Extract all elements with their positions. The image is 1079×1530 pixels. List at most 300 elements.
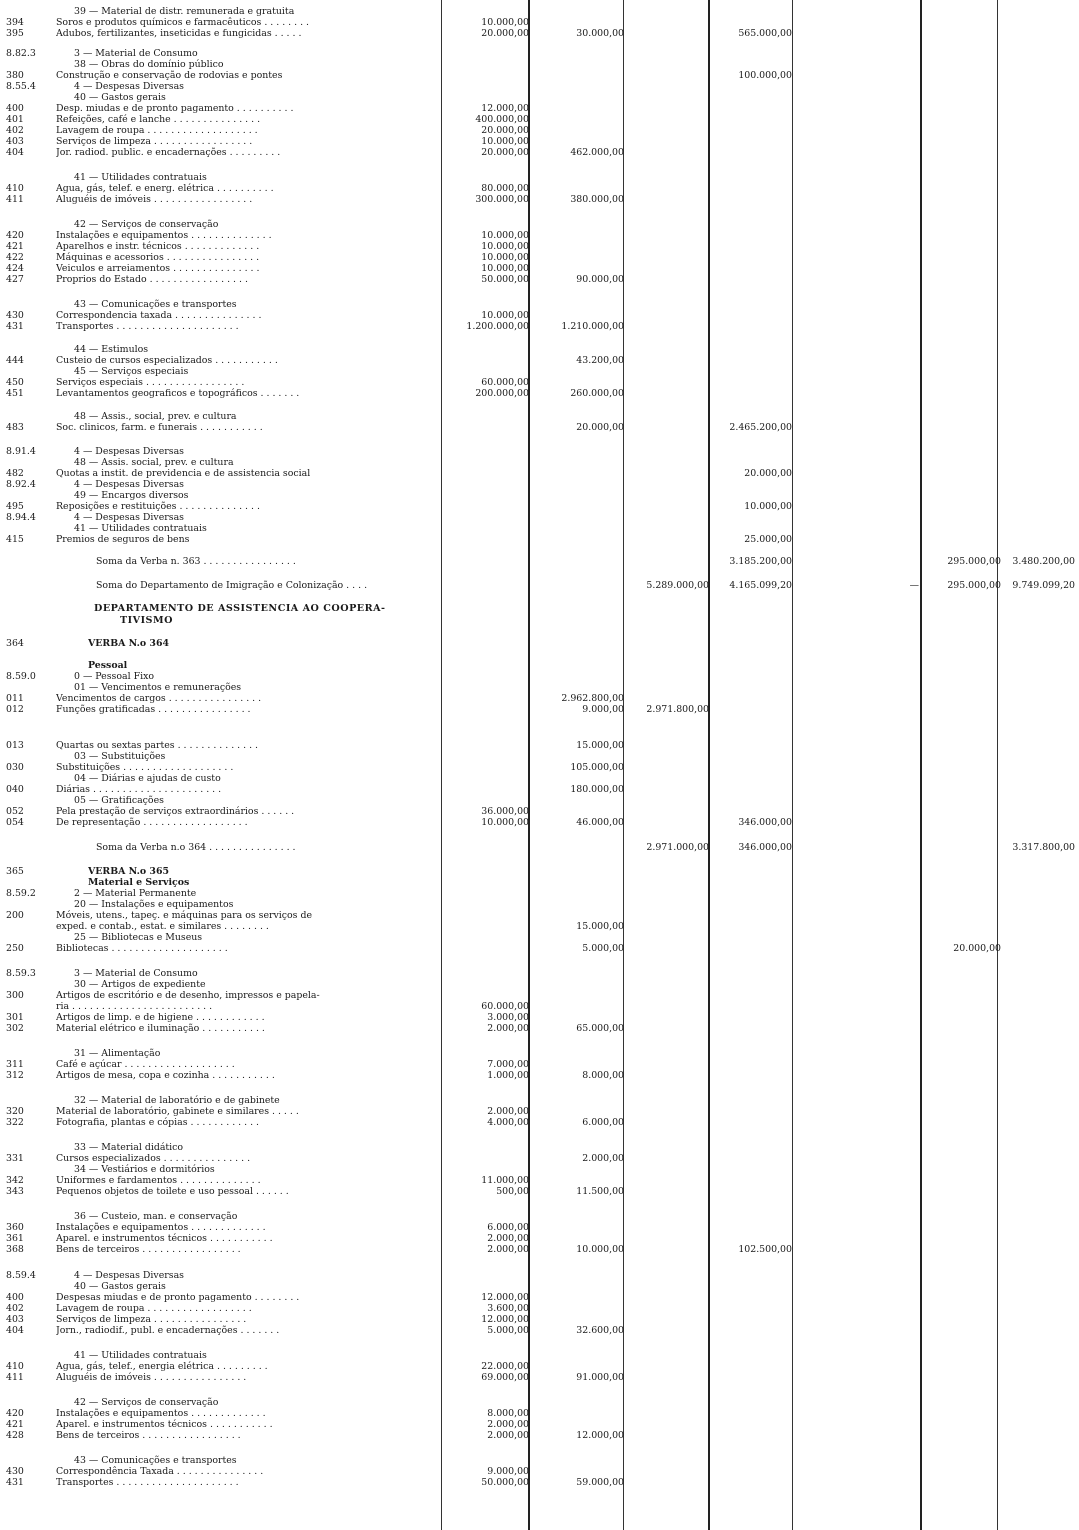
amount-v5: — — [909, 580, 919, 591]
amount-v1: 1.000,00 — [487, 1070, 529, 1081]
item-description: exped. e contab., estat. e similares . . . . . . . . — [56, 921, 269, 932]
item-code: 8.59.4 — [6, 1270, 36, 1281]
item-description: 42 — Serviços de conservação — [74, 219, 219, 230]
item-code: 420 — [6, 230, 24, 241]
item-code: 360 — [6, 1222, 24, 1233]
item-description: Substituições . . . . . . . . . . . . . . . . . . . — [56, 762, 234, 773]
item-code: 430 — [6, 310, 24, 321]
item-description: Despesas miudas e de pronto pagamento . . . . . . . . — [56, 1292, 300, 1303]
item-description: Máquinas e acessorios . . . . . . . . . . . . . . . . — [56, 252, 260, 263]
amount-v1: 20.000,00 — [481, 147, 529, 158]
amount-v2: 12.000,00 — [576, 1430, 624, 1441]
budget-row — [0, 241, 1079, 252]
amount-v1: 2.000,00 — [487, 1430, 529, 1441]
item-code: 410 — [6, 1361, 24, 1372]
item-description: Veiculos e arreiamentos . . . . . . . . . . . . . . . — [56, 263, 260, 274]
item-code: 250 — [6, 943, 24, 954]
budget-row — [0, 114, 1079, 125]
item-code: 428 — [6, 1430, 24, 1441]
item-code: 012 — [6, 704, 24, 715]
amount-v1: 12.000,00 — [481, 103, 529, 114]
budget-row — [0, 1106, 1079, 1117]
budget-row — [0, 1222, 1079, 1233]
budget-row — [0, 682, 1079, 693]
item-description: Aparel. e instrumentos técnicos . . . . . . . . . . . — [56, 1233, 273, 1244]
amount-v2: 59.000,00 — [576, 1477, 624, 1488]
budget-row — [0, 479, 1079, 490]
item-code: 427 — [6, 274, 24, 285]
item-description: 05 — Gratificações — [74, 795, 164, 806]
amount-v1: 1.200.000,00 — [466, 321, 529, 332]
item-description: 40 — Gastos gerais — [74, 1281, 166, 1292]
amount-v1: 20.000,00 — [481, 125, 529, 136]
amount-v1: 10.000,00 — [481, 252, 529, 263]
budget-row — [0, 866, 1079, 877]
amount-v6: 295.000,00 — [947, 556, 1001, 567]
item-description: 41 — Utilidades contratuais — [74, 172, 207, 183]
budget-row — [0, 501, 1079, 512]
item-description: Aluguéis de imóveis . . . . . . . . . . . . . . . . . — [56, 194, 253, 205]
item-description: 0 — Pessoal Fixo — [74, 671, 155, 682]
budget-row — [0, 1303, 1079, 1314]
department-heading: DEPARTAMENTO DE ASSISTENCIA AO COOPERA- — [94, 603, 386, 614]
budget-row — [0, 1070, 1079, 1081]
amount-v1: 10.000,00 — [481, 310, 529, 321]
item-description: Artigos de mesa, copa e cozinha . . . . . . . . . . . — [56, 1070, 275, 1081]
item-description: 34 — Vestiários e dormitórios — [74, 1164, 215, 1175]
budget-row — [0, 252, 1079, 263]
amount-v1: 10.000,00 — [481, 263, 529, 274]
amount-v1: 200.000,00 — [475, 388, 529, 399]
amount-v2: 260.000,00 — [570, 388, 624, 399]
amount-v7: 3.480.200,00 — [1012, 556, 1075, 567]
item-code: 030 — [6, 762, 24, 773]
amount-v2: 11.500,00 — [576, 1186, 624, 1197]
amount-v1: 60.000,00 — [481, 1001, 529, 1012]
amount-v2: 2.962.800,00 — [561, 693, 624, 704]
item-description: Quartas ou sextas partes . . . . . . . . . . . . . . — [56, 740, 259, 751]
budget-row — [0, 773, 1079, 784]
item-code: 482 — [6, 468, 24, 479]
item-code: 450 — [6, 377, 24, 388]
budget-row — [0, 1281, 1079, 1292]
item-code: 8.92.4 — [6, 479, 36, 490]
item-description: Custeio de cursos especializados . . . . . . . . . . . — [56, 355, 278, 366]
item-description: Móveis, utens., tapeç. e máquinas para os serviços de — [56, 910, 313, 921]
budget-row — [0, 6, 1079, 17]
amount-v1: 2.000,00 — [487, 1106, 529, 1117]
item-description: 4 — Despesas Diversas — [74, 446, 184, 457]
item-description: Jorn., radiodif., publ. e encadernações . . . . . . . — [56, 1325, 280, 1336]
item-description: 31 — Alimentação — [74, 1048, 161, 1059]
amount-v1: 300.000,00 — [475, 194, 529, 205]
amount-v1: 2.000,00 — [487, 1023, 529, 1034]
amount-v1: 50.000,00 — [481, 274, 529, 285]
amount-v1: 500,00 — [496, 1186, 529, 1197]
budget-row — [0, 1186, 1079, 1197]
item-description: 3 — Material de Consumo — [74, 968, 198, 979]
budget-row — [0, 468, 1079, 479]
item-code: 013 — [6, 740, 24, 751]
item-code: 364 — [6, 638, 24, 649]
budget-row — [0, 366, 1079, 377]
item-description: Pequenos objetos de toilete e uso pessoal . . . . . . — [56, 1186, 289, 1197]
item-description: Desp. miudas e de pronto pagamento . . . . . . . . . . — [56, 103, 294, 114]
item-description: 4 — Despesas Diversas — [74, 81, 184, 92]
amount-v2: 15.000,00 — [576, 740, 624, 751]
amount-v4: 10.000,00 — [744, 501, 792, 512]
item-description: Uniformes e fardamentos . . . . . . . . . . . . . . — [56, 1175, 261, 1186]
amount-v1: 4.000,00 — [487, 1117, 529, 1128]
item-code: 411 — [6, 1372, 24, 1383]
budget-row — [0, 1175, 1079, 1186]
item-code: 415 — [6, 534, 24, 545]
item-description: 03 — Substituições — [74, 751, 166, 762]
item-code: 342 — [6, 1175, 24, 1186]
item-description: 41 — Utilidades contratuais — [74, 1350, 207, 1361]
item-description: Premios de seguros de bens — [56, 534, 190, 545]
item-code: 361 — [6, 1233, 24, 1244]
item-code: 403 — [6, 1314, 24, 1325]
item-code: 302 — [6, 1023, 24, 1034]
item-code: 401 — [6, 114, 24, 125]
amount-v1: 6.000,00 — [487, 1222, 529, 1233]
amount-v1: 3.000,00 — [487, 1012, 529, 1023]
budget-row — [0, 103, 1079, 114]
budget-row — [0, 512, 1079, 523]
amount-v2: 32.600,00 — [576, 1325, 624, 1336]
item-description: Correspondencia taxada . . . . . . . . . . . . . . . — [56, 310, 262, 321]
budget-row — [0, 877, 1079, 888]
item-description: Material elétrico e iluminação . . . . . . . . . . . — [56, 1023, 265, 1034]
budget-row — [0, 660, 1079, 671]
item-description: 49 — Encargos diversos — [74, 490, 189, 501]
budget-row — [0, 704, 1079, 715]
item-description: Jor. radiod. public. e encadernações . . . . . . . . . — [56, 147, 281, 158]
budget-row — [0, 1059, 1079, 1070]
amount-v1: 8.000,00 — [487, 1408, 529, 1419]
item-code: 420 — [6, 1408, 24, 1419]
item-code: 402 — [6, 125, 24, 136]
item-code: 444 — [6, 355, 24, 366]
item-description: 4 — Despesas Diversas — [74, 479, 184, 490]
item-description: 01 — Vencimentos e remunerações — [74, 682, 242, 693]
item-code: 411 — [6, 194, 24, 205]
item-description: VERBA N.o 364 — [88, 638, 169, 649]
budget-row — [0, 219, 1079, 230]
item-description: Aparel. e instrumentos técnicos . . . . . . . . . . . — [56, 1419, 273, 1430]
item-description: Construção e conservação de rodovias e pontes — [56, 70, 283, 81]
item-description: 40 — Gastos gerais — [74, 92, 166, 103]
item-code: 421 — [6, 241, 24, 252]
budget-row — [0, 1314, 1079, 1325]
item-code: 380 — [6, 70, 24, 81]
budget-row — [0, 263, 1079, 274]
item-code: 343 — [6, 1186, 24, 1197]
item-description: 30 — Artigos de expediente — [74, 979, 206, 990]
item-description: 20 — Instalações e equipamentos — [74, 899, 234, 910]
budget-row — [0, 1153, 1079, 1164]
item-description: Bens de terceiros . . . . . . . . . . . . . . . . . — [56, 1244, 241, 1255]
item-code: 300 — [6, 990, 24, 1001]
item-description: 3 — Material de Consumo — [74, 48, 198, 59]
amount-v4: 3.185.200,00 — [729, 556, 792, 567]
amount-v7: 9.749.099,20 — [1012, 580, 1075, 591]
item-description: Quotas a instit. de previdencia e de assistencia social — [56, 468, 311, 479]
budget-row — [0, 1372, 1079, 1383]
amount-v4: 102.500,00 — [738, 1244, 792, 1255]
amount-v1: 22.000,00 — [481, 1361, 529, 1372]
item-code: 311 — [6, 1059, 24, 1070]
budget-row — [0, 979, 1079, 990]
amount-v1: 2.000,00 — [487, 1233, 529, 1244]
item-code: 421 — [6, 1419, 24, 1430]
amount-v1: 2.000,00 — [487, 1244, 529, 1255]
amount-v2: 462.000,00 — [570, 147, 624, 158]
budget-row — [0, 230, 1079, 241]
item-description: Instalações e equipamentos . . . . . . . . . . . . . — [56, 1222, 266, 1233]
budget-row — [0, 1350, 1079, 1361]
budget-row — [0, 1023, 1079, 1034]
item-description: Transportes . . . . . . . . . . . . . . . . . . . . . — [56, 1477, 239, 1488]
budget-row — [0, 817, 1079, 828]
amount-v6: 20.000,00 — [953, 943, 1001, 954]
item-code: 052 — [6, 806, 24, 817]
item-description: Levantamentos geograficos e topográficos . . . . . . . — [56, 388, 300, 399]
amount-v2: 380.000,00 — [570, 194, 624, 205]
item-code: 200 — [6, 910, 24, 921]
budget-row — [0, 1211, 1079, 1222]
budget-row — [0, 28, 1079, 39]
item-description: 43 — Comunicações e transportes — [74, 299, 237, 310]
budget-row — [0, 1292, 1079, 1303]
item-code: 301 — [6, 1012, 24, 1023]
amount-v1: 69.000,00 — [481, 1372, 529, 1383]
budget-row — [0, 842, 1079, 853]
amount-v4: 565.000,00 — [738, 28, 792, 39]
item-description: Soc. clinicos, farm. e funerais . . . . . . . . . . . — [56, 422, 263, 433]
amount-v1: 10.000,00 — [481, 230, 529, 241]
item-description: Funções gratificadas . . . . . . . . . . . . . . . . — [56, 704, 251, 715]
item-description: 32 — Material de laboratório e de gabinete — [74, 1095, 280, 1106]
item-description: 38 — Obras do domínio público — [74, 59, 224, 70]
item-code: 400 — [6, 103, 24, 114]
amount-v1: 10.000,00 — [481, 241, 529, 252]
budget-row — [0, 274, 1079, 285]
budget-row — [0, 17, 1079, 28]
item-description: Diárias . . . . . . . . . . . . . . . . . . . . . . — [56, 784, 222, 795]
item-code: 404 — [6, 147, 24, 158]
budget-row — [0, 1455, 1079, 1466]
department-heading-cont: TIVISMO — [120, 615, 173, 626]
item-description: Pessoal — [88, 660, 128, 671]
amount-v2: 180.000,00 — [570, 784, 624, 795]
item-code: 451 — [6, 388, 24, 399]
amount-v2: 90.000,00 — [576, 274, 624, 285]
item-description: Artigos de limp. e de higiene . . . . . . . . . . . . — [56, 1012, 265, 1023]
budget-row — [0, 70, 1079, 81]
budget-row — [0, 310, 1079, 321]
budget-row — [0, 172, 1079, 183]
amount-v4: 100.000,00 — [738, 70, 792, 81]
budget-row — [0, 1142, 1079, 1153]
item-description: Café e açúcar . . . . . . . . . . . . . . . . . . . — [56, 1059, 235, 1070]
item-code: 400 — [6, 1292, 24, 1303]
item-description: Soma da Verba n. 363 . . . . . . . . . . . . . . . . — [96, 556, 296, 567]
budget-row — [0, 1001, 1079, 1012]
budget-row — [0, 534, 1079, 545]
budget-row — [0, 580, 1079, 591]
item-description: 45 — Serviços especiais — [74, 366, 189, 377]
budget-row — [0, 1325, 1079, 1336]
item-description: Serviços especiais . . . . . . . . . . . . . . . . . — [56, 377, 245, 388]
budget-row — [0, 422, 1079, 433]
amount-v2: 91.000,00 — [576, 1372, 624, 1383]
budget-row — [0, 1361, 1079, 1372]
budget-row — [0, 388, 1079, 399]
budget-row — [0, 1270, 1079, 1281]
item-description: VERBA N.o 365 — [88, 866, 169, 877]
budget-row — [0, 740, 1079, 751]
budget-row — [0, 921, 1079, 932]
item-description: 48 — Assis. social, prev. e cultura — [74, 457, 234, 468]
budget-row — [0, 762, 1079, 773]
item-description: ria . . . . . . . . . . . . . . . . . . . . . . . . — [56, 1001, 213, 1012]
amount-v2: 1.210.000,00 — [561, 321, 624, 332]
item-description: 36 — Custeio, man. e conservação — [74, 1211, 238, 1222]
item-description: Refeições, café e lanche . . . . . . . . . . . . . . . — [56, 114, 261, 125]
item-description: Adubos, fertilizantes, inseticidas e fungicidas . . . . . — [56, 28, 302, 39]
budget-row — [0, 446, 1079, 457]
item-description: Proprios do Estado . . . . . . . . . . . . . . . . . — [56, 274, 248, 285]
budget-row — [0, 48, 1079, 59]
budget-row — [0, 1095, 1079, 1106]
amount-v4: 346.000,00 — [738, 817, 792, 828]
item-code: 365 — [6, 866, 24, 877]
item-description: Lavagem de roupa . . . . . . . . . . . . . . . . . . — [56, 1303, 252, 1314]
item-code: 402 — [6, 1303, 24, 1314]
amount-v2: 6.000,00 — [582, 1117, 624, 1128]
budget-row — [0, 943, 1079, 954]
amount-v2: 9.000,00 — [582, 704, 624, 715]
budget-row — [0, 183, 1079, 194]
amount-v3: 5.289.000,00 — [646, 580, 709, 591]
amount-v1: 10.000,00 — [481, 817, 529, 828]
budget-row — [0, 795, 1079, 806]
item-description: Fotografia, plantas e cópias . . . . . . . . . . . . — [56, 1117, 260, 1128]
budget-row — [0, 1012, 1079, 1023]
amount-v4: 4.165.099,20 — [729, 580, 792, 591]
budget-row — [0, 411, 1079, 422]
item-code: 320 — [6, 1106, 24, 1117]
budget-row — [0, 968, 1079, 979]
amount-v3: 2.971.800,00 — [646, 704, 709, 715]
item-description: Soros e produtos químicos e farmacêuticos . . . . . . . . — [56, 17, 310, 28]
budget-row — [0, 1048, 1079, 1059]
item-description: Lavagem de roupa . . . . . . . . . . . . . . . . . . . — [56, 125, 258, 136]
amount-v1: 10.000,00 — [481, 136, 529, 147]
item-description: 4 — Despesas Diversas — [74, 1270, 184, 1281]
budget-row — [0, 1117, 1079, 1128]
item-description: 44 — Estimulos — [74, 344, 149, 355]
budget-row — [0, 1233, 1079, 1244]
budget-row — [0, 377, 1079, 388]
item-code: 483 — [6, 422, 24, 433]
amount-v3: 2.971.000,00 — [646, 842, 709, 853]
amount-v1: 3.600,00 — [487, 1303, 529, 1314]
budget-row — [0, 355, 1079, 366]
item-code: 403 — [6, 136, 24, 147]
item-description: 4 — Despesas Diversas — [74, 512, 184, 523]
amount-v1: 9.000,00 — [487, 1466, 529, 1477]
budget-row — [0, 751, 1079, 762]
item-code: 8.59.0 — [6, 671, 36, 682]
budget-row — [0, 194, 1079, 205]
budget-row — [0, 932, 1079, 943]
item-description: Agua, gás, telef., energia elétrica . . . . . . . . . — [56, 1361, 268, 1372]
item-code: 054 — [6, 817, 24, 828]
item-description: 42 — Serviços de conservação — [74, 1397, 219, 1408]
item-description: 48 — Assis., social, prev. e cultura — [74, 411, 237, 422]
item-description: Vencimentos de cargos . . . . . . . . . . . . . . . . — [56, 693, 262, 704]
item-code: 8.94.4 — [6, 512, 36, 523]
budget-row — [0, 671, 1079, 682]
item-description: 33 — Material didático — [74, 1142, 184, 1153]
amount-v1: 10.000,00 — [481, 17, 529, 28]
item-description: Instalações e equipamentos . . . . . . . . . . . . . — [56, 1408, 266, 1419]
amount-v1: 12.000,00 — [481, 1314, 529, 1325]
amount-v4: 346.000,00 — [738, 842, 792, 853]
item-code: 8.91.4 — [6, 446, 36, 457]
budget-row — [0, 1430, 1079, 1441]
item-code: 8.82.3 — [6, 48, 36, 59]
budget-row — [0, 1244, 1079, 1255]
item-description: Pela prestação de serviços extraordinários . . . . . . — [56, 806, 295, 817]
item-description: 2 — Material Permanente — [74, 888, 197, 899]
amount-v1: 50.000,00 — [481, 1477, 529, 1488]
amount-v7: 3.317.800,00 — [1012, 842, 1075, 853]
item-description: 39 — Material de distr. remunerada e gratuita — [74, 6, 295, 17]
item-code: 040 — [6, 784, 24, 795]
budget-row — [0, 556, 1079, 567]
amount-v1: 11.000,00 — [481, 1175, 529, 1186]
item-code: 424 — [6, 263, 24, 274]
budget-row — [0, 910, 1079, 921]
item-code: 395 — [6, 28, 24, 39]
item-description: Soma da Verba n.o 364 . . . . . . . . . . . . . . . — [96, 842, 296, 853]
item-description: Soma do Departamento de Imigração e Colonização . . . . — [96, 580, 368, 591]
item-description: 41 — Utilidades contratuais — [74, 523, 207, 534]
budget-row — [0, 888, 1079, 899]
item-description: Artigos de escritório e de desenho, impressos e papela- — [56, 990, 320, 1001]
budget-row — [0, 784, 1079, 795]
budget-row — [0, 125, 1079, 136]
item-code: 422 — [6, 252, 24, 263]
item-description: Instalações e equipamentos . . . . . . . . . . . . . . — [56, 230, 272, 241]
budget-row — [0, 321, 1079, 332]
budget-row — [0, 299, 1079, 310]
amount-v1: 5.000,00 — [487, 1325, 529, 1336]
item-description: Bens de terceiros . . . . . . . . . . . . . . . . . — [56, 1430, 241, 1441]
item-description: Bibliotecas . . . . . . . . . . . . . . . . . . . . — [56, 943, 228, 954]
item-description: Aparelhos e instr. técnicos . . . . . . . . . . . . . — [56, 241, 260, 252]
budget-row — [0, 693, 1079, 704]
item-code: 368 — [6, 1244, 24, 1255]
amount-v2: 30.000,00 — [576, 28, 624, 39]
item-code: 331 — [6, 1153, 24, 1164]
amount-v2: 46.000,00 — [576, 817, 624, 828]
budget-row — [0, 136, 1079, 147]
